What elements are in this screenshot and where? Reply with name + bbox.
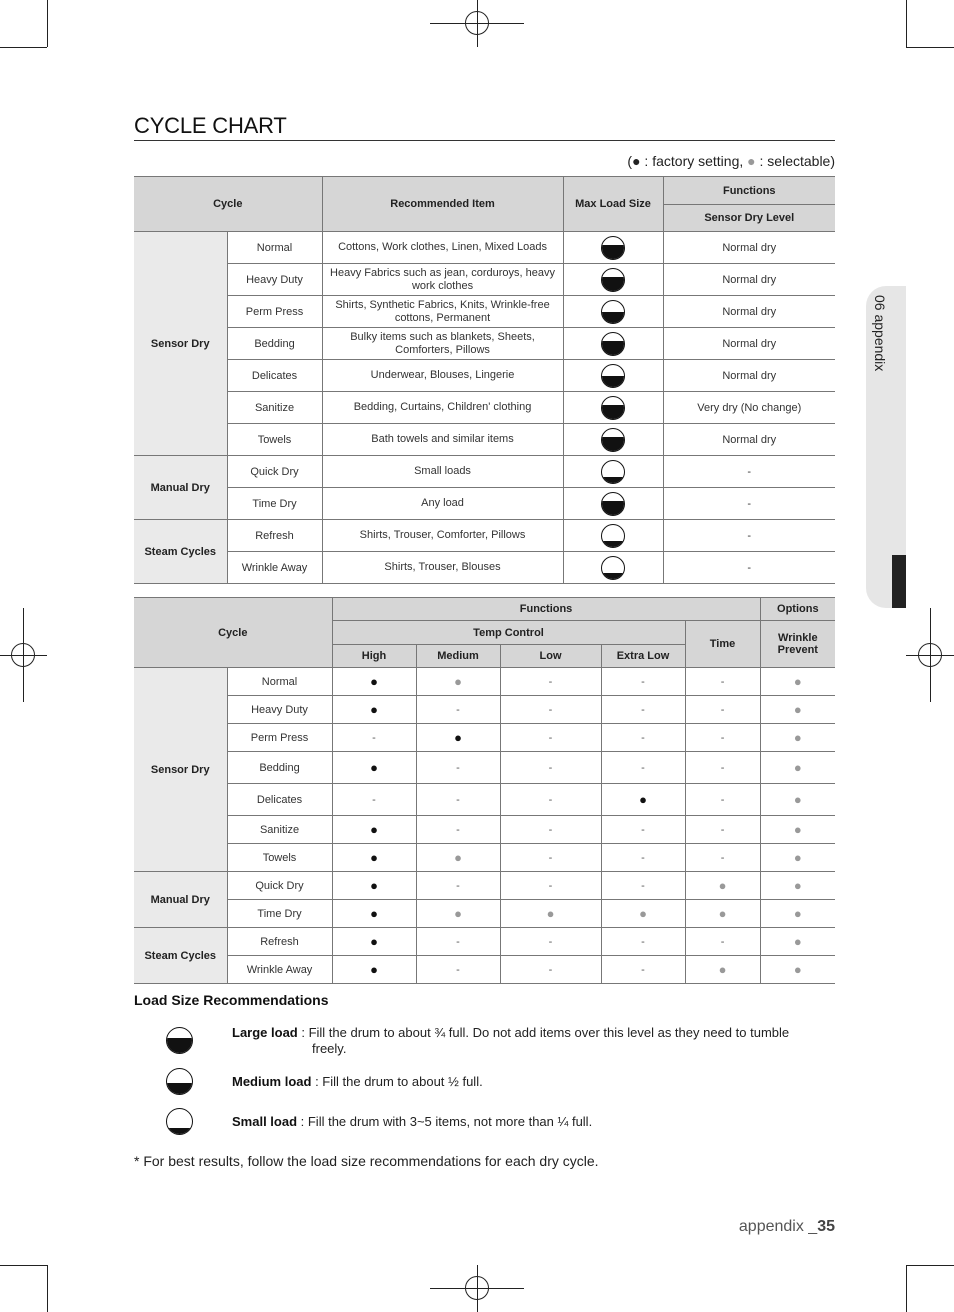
max-load-cell — [563, 392, 663, 424]
cycle-heavy-duty: Heavy Duty — [227, 264, 322, 296]
not-available-dash: - — [548, 675, 553, 688]
low-cell — [500, 724, 601, 752]
medium-cell — [416, 900, 500, 928]
wrinkle-prevent-cell — [760, 668, 835, 696]
page-title: CYCLE CHART — [134, 113, 287, 138]
table-row — [134, 668, 835, 696]
max-load-cell — [563, 264, 663, 296]
group-steam-cycles: Steam Cycles — [134, 928, 227, 984]
high-cell — [332, 816, 416, 844]
recommended-item: Bulky items such as blankets, Sheets, Comforters, Pillows — [322, 328, 563, 360]
not-available-dash: - — [548, 731, 553, 744]
medium-load-text — [232, 1074, 483, 1090]
factory-setting-dot-icon: ● — [370, 760, 378, 775]
extra-low-cell — [601, 696, 685, 724]
table-row — [134, 956, 835, 984]
selectable-dot-icon: ● — [454, 906, 462, 921]
table-row — [134, 264, 835, 296]
not-available-dash: - — [641, 963, 645, 976]
small-load-icon — [601, 524, 625, 548]
wrinkle-prevent-cell — [760, 956, 835, 984]
low-cell — [500, 956, 601, 984]
small-load-icon — [601, 556, 625, 580]
cycle-time-dry: Time Dry — [227, 900, 332, 928]
cycle-quick-dry: Quick Dry — [227, 872, 332, 900]
not-available-dash: - — [456, 879, 460, 892]
small-load-desc: : Fill the drum with 3~5 items, not more than ¼ full. — [297, 1114, 593, 1129]
time-cell — [685, 696, 760, 724]
selectable-dot-icon: ● — [793, 850, 802, 865]
selectable-dot-icon: ● — [793, 792, 802, 807]
medium-load-desc: : Fill the drum to about ½ full. — [311, 1074, 483, 1089]
cycle-recommendation-table — [134, 176, 835, 584]
medium-cell — [416, 668, 500, 696]
small-load-icon — [601, 460, 625, 484]
time-cell — [685, 928, 760, 956]
table-row — [134, 328, 835, 360]
header-time: Time — [685, 621, 760, 668]
wrinkle-prevent-cell — [760, 844, 835, 872]
group-sensor-dry: Sensor Dry — [134, 232, 227, 456]
medium-cell — [416, 928, 500, 956]
wrinkle-prevent-cell — [760, 928, 835, 956]
max-load-cell — [563, 360, 663, 392]
extra-low-cell — [601, 816, 685, 844]
not-available-dash: - — [641, 935, 645, 948]
selectable-dot-icon: ● — [454, 674, 462, 689]
not-available-dash: - — [720, 793, 725, 806]
high-cell — [332, 956, 416, 984]
low-cell — [500, 696, 601, 724]
selectable-dot-icon: ● — [793, 822, 802, 837]
not-available-dash: - — [548, 761, 553, 774]
time-cell — [685, 956, 760, 984]
wrinkle-prevent-cell — [760, 724, 835, 752]
extra-low-cell — [601, 784, 685, 816]
not-available-dash: - — [641, 851, 645, 864]
factory-setting-dot-icon: ● — [370, 962, 378, 977]
table-row — [134, 844, 835, 872]
large-load-desc-2: freely. — [312, 1041, 347, 1056]
table-row — [134, 424, 835, 456]
sensor-dry-level: Normal dry — [663, 296, 835, 328]
extra-low-cell — [601, 668, 685, 696]
max-load-cell — [563, 552, 663, 584]
sensor-dry-level: - — [663, 552, 835, 584]
header-options: Options — [760, 598, 835, 621]
sensor-dry-level: - — [663, 520, 835, 552]
large-load-icon — [601, 492, 625, 516]
header-temp-control: Temp Control — [332, 621, 685, 645]
high-cell — [332, 872, 416, 900]
table-row — [134, 456, 835, 488]
sensor-dry-level: Normal dry — [663, 328, 835, 360]
sensor-dry-level: Normal dry — [663, 232, 835, 264]
header-cycle: Cycle — [134, 177, 322, 232]
recommended-item: Underwear, Blouses, Lingerie — [322, 360, 563, 392]
not-available-dash: - — [456, 823, 460, 836]
not-available-dash: - — [548, 851, 553, 864]
max-load-cell — [563, 424, 663, 456]
medium-cell — [416, 816, 500, 844]
time-cell — [685, 752, 760, 784]
title-rule — [134, 140, 835, 141]
low-cell — [500, 928, 601, 956]
header-cycle: Cycle — [134, 598, 332, 668]
cycle-towels: Towels — [227, 424, 322, 456]
sensor-dry-level: - — [663, 488, 835, 520]
recommended-item: Cottons, Work clothes, Linen, Mixed Loads — [322, 232, 563, 264]
not-available-dash: - — [548, 963, 553, 976]
not-available-dash: - — [720, 761, 725, 774]
symbol-legend — [627, 153, 835, 169]
cycle-time-dry: Time Dry — [227, 488, 322, 520]
header-functions: Functions — [663, 177, 835, 205]
cycle-refresh: Refresh — [227, 928, 332, 956]
cycle-heavy-duty: Heavy Duty — [227, 696, 332, 724]
time-cell — [685, 900, 760, 928]
low-cell — [500, 784, 601, 816]
cycle-normal: Normal — [227, 232, 322, 264]
extra-low-cell — [601, 844, 685, 872]
medium-load-icon — [601, 364, 625, 388]
cycle-sanitize: Sanitize — [227, 392, 322, 424]
header-sensor-dry-level: Sensor Dry Level — [663, 205, 835, 232]
recommended-item: Shirts, Trouser, Comforter, Pillows — [322, 520, 563, 552]
factory-setting-dot-icon: ● — [370, 906, 378, 921]
large-load-label: Large load — [232, 1025, 298, 1040]
wrinkle-prevent-cell — [760, 784, 835, 816]
cycle-quick-dry: Quick Dry — [227, 456, 322, 488]
time-cell — [685, 816, 760, 844]
not-available-dash: - — [548, 793, 553, 806]
load-size-heading: Load Size Recommendations — [134, 992, 329, 1008]
factory-setting-dot-icon: ● — [370, 674, 378, 689]
small-load-icon — [166, 1108, 193, 1135]
large-load-icon — [601, 236, 625, 260]
not-available-dash: - — [641, 761, 645, 774]
medium-cell — [416, 784, 500, 816]
not-available-dash: - — [372, 793, 376, 806]
recommended-item: Any load — [322, 488, 563, 520]
wrinkle-prevent-cell — [760, 872, 835, 900]
table-row — [134, 520, 835, 552]
sensor-dry-level: Normal dry — [663, 360, 835, 392]
max-load-cell — [563, 296, 663, 328]
not-available-dash: - — [548, 703, 553, 716]
not-available-dash: - — [641, 879, 645, 892]
selectable-dot-icon: ● — [793, 962, 802, 977]
high-cell — [332, 928, 416, 956]
medium-cell — [416, 956, 500, 984]
low-cell — [500, 752, 601, 784]
max-load-cell — [563, 488, 663, 520]
cycle-perm-press: Perm Press — [227, 296, 322, 328]
header-max-load-size: Max Load Size — [563, 177, 663, 232]
cycle-wrinkle-away: Wrinkle Away — [227, 956, 332, 984]
large-load-icon — [601, 268, 625, 292]
small-load-text — [232, 1114, 592, 1130]
table-row — [134, 296, 835, 328]
cycle-sanitize: Sanitize — [227, 816, 332, 844]
low-cell — [500, 816, 601, 844]
header-wrinkle-prevent: Wrinkle Prevent — [760, 621, 835, 668]
time-cell — [685, 724, 760, 752]
medium-load-icon — [601, 300, 625, 324]
wrinkle-prevent-cell — [760, 696, 835, 724]
large-load-icon — [166, 1027, 193, 1054]
not-available-dash: - — [372, 731, 376, 744]
recommended-item: Heavy Fabrics such as jean, corduroys, heavy work clothes — [322, 264, 563, 296]
header-high: High — [332, 645, 416, 668]
group-manual-dry: Manual Dry — [134, 456, 227, 520]
medium-cell — [416, 724, 500, 752]
factory-setting-dot-icon: ● — [370, 822, 378, 837]
not-available-dash: - — [548, 879, 553, 892]
group-sensor-dry: Sensor Dry — [134, 668, 227, 872]
footnote: * For best results, follow the load size recommendations for each dry cycle. — [134, 1153, 599, 1169]
cycle-delicates: Delicates — [227, 360, 322, 392]
low-cell — [500, 872, 601, 900]
sensor-dry-level: Normal dry — [663, 264, 835, 296]
small-load-label: Small load — [232, 1114, 298, 1129]
time-cell — [685, 784, 760, 816]
factory-setting-dot-icon: ● — [454, 730, 462, 745]
not-available-dash: - — [456, 935, 460, 948]
not-available-dash: - — [720, 675, 725, 688]
medium-cell — [416, 696, 500, 724]
table-row — [134, 392, 835, 424]
max-load-cell — [563, 232, 663, 264]
large-load-desc: : Fill the drum to about ¾ full. Do not add items over this level as they need to tumble — [297, 1025, 790, 1040]
max-load-cell — [563, 520, 663, 552]
extra-low-cell — [601, 752, 685, 784]
low-cell — [500, 844, 601, 872]
header-functions: Functions — [332, 598, 760, 621]
sensor-dry-level: - — [663, 456, 835, 488]
table-row — [134, 724, 835, 752]
large-load-icon — [601, 332, 625, 356]
table-row — [134, 752, 835, 784]
medium-cell — [416, 752, 500, 784]
time-cell — [685, 668, 760, 696]
sensor-dry-level: Normal dry — [663, 424, 835, 456]
table-row — [134, 872, 835, 900]
table-row — [134, 552, 835, 584]
low-cell — [500, 668, 601, 696]
recommended-item: Bedding, Curtains, Children' clothing — [322, 392, 563, 424]
header-low: Low — [500, 645, 601, 668]
not-available-dash: - — [456, 761, 460, 774]
high-cell — [332, 900, 416, 928]
cycle-bedding: Bedding — [227, 328, 322, 360]
high-cell — [332, 696, 416, 724]
high-cell — [332, 784, 416, 816]
large-load-icon — [601, 428, 625, 452]
extra-low-cell — [601, 872, 685, 900]
cycle-options-table — [134, 597, 835, 984]
selectable-dot-icon: ● — [793, 674, 802, 689]
cycle-bedding: Bedding — [227, 752, 332, 784]
cycle-refresh: Refresh — [227, 520, 322, 552]
medium-cell — [416, 844, 500, 872]
footer-label: appendix _ — [738, 1218, 818, 1235]
factory-setting-dot-icon: ● — [370, 702, 378, 717]
selectable-dot-icon: ● — [793, 906, 802, 921]
medium-cell — [416, 872, 500, 900]
table-row — [134, 488, 835, 520]
page-number: 35 — [817, 1218, 835, 1235]
not-available-dash: - — [641, 731, 645, 744]
wrinkle-prevent-cell — [760, 816, 835, 844]
selectable-dot-icon: ● — [793, 760, 802, 775]
page-footer — [739, 1218, 835, 1236]
selectable-dot-icon: ● — [747, 153, 756, 169]
not-available-dash: - — [641, 823, 645, 836]
factory-setting-dot-icon: ● — [370, 850, 378, 865]
legend-factory-text: : factory setting, — [640, 153, 748, 169]
not-available-dash: - — [456, 963, 460, 976]
header-medium: Medium — [416, 645, 500, 668]
high-cell — [332, 724, 416, 752]
not-available-dash: - — [548, 823, 553, 836]
sensor-dry-level: Very dry (No change) — [663, 392, 835, 424]
not-available-dash: - — [720, 935, 725, 948]
recommended-item: Bath towels and similar items — [322, 424, 563, 456]
legend-open: ( — [627, 153, 633, 169]
selectable-dot-icon: ● — [639, 906, 647, 921]
selectable-dot-icon: ● — [718, 962, 727, 977]
max-load-cell — [563, 456, 663, 488]
low-cell — [500, 900, 601, 928]
table-row — [134, 232, 835, 264]
not-available-dash: - — [641, 675, 645, 688]
large-load-icon — [601, 396, 625, 420]
table-row — [134, 360, 835, 392]
not-available-dash: - — [456, 703, 460, 716]
extra-low-cell — [601, 928, 685, 956]
not-available-dash: - — [720, 851, 725, 864]
selectable-dot-icon: ● — [793, 702, 802, 717]
factory-setting-dot-icon: ● — [370, 878, 378, 893]
not-available-dash: - — [720, 703, 725, 716]
selectable-dot-icon: ● — [454, 850, 462, 865]
wrinkle-prevent-cell — [760, 900, 835, 928]
high-cell — [332, 668, 416, 696]
selectable-dot-icon: ● — [546, 906, 555, 921]
selectable-dot-icon: ● — [793, 934, 802, 949]
extra-low-cell — [601, 956, 685, 984]
extra-low-cell — [601, 724, 685, 752]
recommended-item: Shirts, Synthetic Fabrics, Knits, Wrinkle-free cottons, Permanent — [322, 296, 563, 328]
medium-load-icon — [166, 1068, 193, 1095]
selectable-dot-icon: ● — [718, 878, 727, 893]
extra-low-cell — [601, 900, 685, 928]
large-load-text — [232, 1025, 789, 1057]
not-available-dash: - — [641, 703, 645, 716]
not-available-dash: - — [548, 935, 553, 948]
side-tab-label: 06 appendix — [872, 295, 888, 372]
factory-dot-icon: ● — [632, 153, 641, 169]
wrinkle-prevent-cell — [760, 752, 835, 784]
not-available-dash: - — [720, 731, 725, 744]
table-row — [134, 816, 835, 844]
high-cell — [332, 752, 416, 784]
group-steam-cycles: Steam Cycles — [134, 520, 227, 584]
side-tab-marker — [892, 555, 906, 608]
table-row — [134, 784, 835, 816]
factory-setting-dot-icon: ● — [370, 934, 378, 949]
group-manual-dry: Manual Dry — [134, 872, 227, 928]
recommended-item: Small loads — [322, 456, 563, 488]
recommended-item: Shirts, Trouser, Blouses — [322, 552, 563, 584]
legend-selectable-text: : selectable) — [755, 153, 835, 169]
cycle-normal: Normal — [227, 668, 332, 696]
header-recommended-item: Recommended Item — [322, 177, 563, 232]
table-row — [134, 900, 835, 928]
high-cell — [332, 844, 416, 872]
table-row — [134, 696, 835, 724]
selectable-dot-icon: ● — [793, 878, 802, 893]
selectable-dot-icon: ● — [793, 730, 802, 745]
medium-load-label: Medium load — [232, 1074, 312, 1089]
cycle-delicates: Delicates — [227, 784, 332, 816]
header-extra-low: Extra Low — [601, 645, 685, 668]
cycle-perm-press: Perm Press — [227, 724, 332, 752]
cycle-wrinkle-away: Wrinkle Away — [227, 552, 322, 584]
cycle-towels: Towels — [227, 844, 332, 872]
not-available-dash: - — [720, 823, 725, 836]
table-row — [134, 928, 835, 956]
not-available-dash: - — [456, 793, 460, 806]
time-cell — [685, 872, 760, 900]
selectable-dot-icon: ● — [718, 906, 727, 921]
max-load-cell — [563, 328, 663, 360]
time-cell — [685, 844, 760, 872]
factory-setting-dot-icon: ● — [639, 792, 647, 807]
